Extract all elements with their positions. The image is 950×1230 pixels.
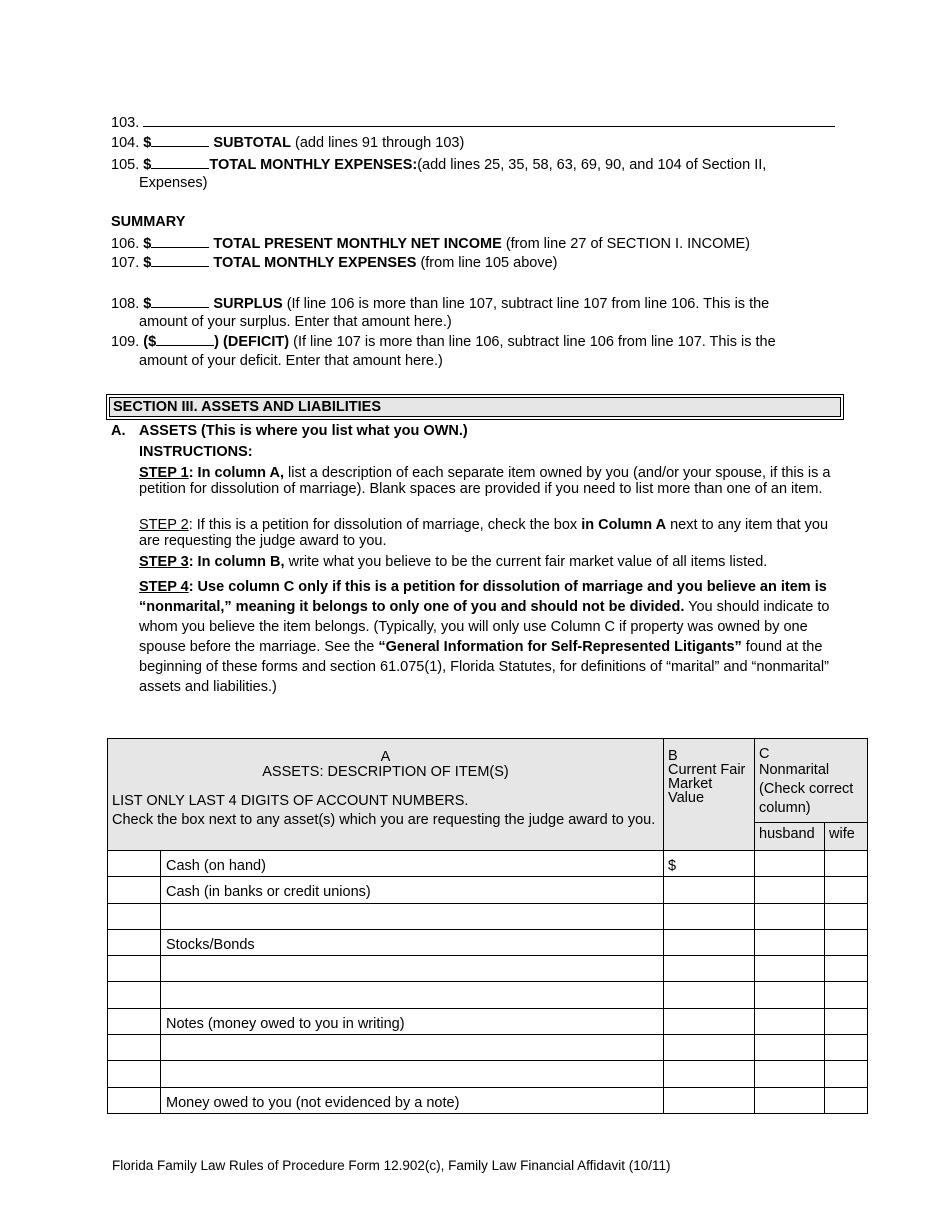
section-3-header (106, 394, 844, 420)
dollar-sign: $ (143, 157, 152, 173)
wife-check-cell[interactable] (825, 929, 868, 955)
line-number: 103. (111, 115, 140, 131)
column-a-note-2: Check the box next to any asset(s) which you are requesting the judge award to you. (112, 812, 656, 828)
assets-title: ASSETS (This is where you list what you OWN.) (139, 423, 468, 439)
step-4 (139, 577, 839, 697)
request-checkbox-cell[interactable] (108, 1061, 161, 1087)
asset-description[interactable]: Notes (money owed to you in writing) (161, 1008, 664, 1034)
market-value-cell[interactable] (664, 956, 755, 982)
market-value-cell[interactable]: $ (664, 851, 755, 877)
column-b-header (664, 739, 755, 851)
request-checkbox-cell[interactable] (108, 929, 161, 955)
step-2 (139, 517, 839, 549)
line-105-label: TOTAL MONTHLY EXPENSES: (209, 157, 418, 173)
asset-description[interactable]: Money owed to you (not evidenced by a note) (161, 1087, 664, 1113)
market-value-cell[interactable] (664, 877, 755, 903)
asset-description[interactable] (161, 982, 664, 1008)
column-c-title: Nonmarital (Check correct column) (759, 762, 854, 816)
request-checkbox-cell[interactable] (108, 1087, 161, 1113)
section-3-title: SECTION III. ASSETS AND LIABILITIES (109, 397, 841, 417)
husband-check-cell[interactable] (755, 1035, 825, 1061)
column-b-title: Current Fair Market Value (668, 762, 746, 806)
table-row (108, 1061, 868, 1087)
request-checkbox-cell[interactable] (108, 956, 161, 982)
husband-check-cell[interactable] (755, 1008, 825, 1034)
wife-check-cell[interactable] (825, 956, 868, 982)
assets-table (107, 738, 868, 1114)
market-value-cell[interactable] (664, 982, 755, 1008)
line-109-amount[interactable] (156, 332, 214, 346)
line-106-label: TOTAL PRESENT MONTHLY NET INCOME (213, 236, 502, 252)
paren-dollar: ($ (143, 334, 157, 350)
line-106 (111, 234, 750, 254)
column-c-header (755, 739, 868, 823)
wife-check-cell[interactable] (825, 877, 868, 903)
wife-check-cell[interactable] (825, 903, 868, 929)
step-4-bold: : Use column C only if this is a petition for dissolution of marriage and you believe an item is “nonmarital,” meaning it belongs to only one of you and should not be divided. (139, 579, 827, 615)
dollar-sign: $ (143, 255, 152, 271)
line-107-note: (from line 105 above) (420, 255, 558, 271)
table-row (108, 1035, 868, 1061)
husband-check-cell[interactable] (755, 1087, 825, 1113)
line-107 (111, 253, 557, 273)
line-105 (111, 155, 766, 175)
market-value-cell[interactable] (664, 1008, 755, 1034)
step-2-bold: in Column A (581, 517, 667, 533)
step-2-label: STEP 2 (139, 517, 189, 533)
step-2-text-cont: next to any item that you are requesting the judge award to you. (139, 517, 829, 549)
step-3-text: write what you believe to be the current fair market value of all items listed. (284, 554, 768, 570)
step-4-text: You should indicate to whom you believe the item belongs. (Typically, you will only use Column C if property was owned by one spouse before the marriage. See the (139, 599, 830, 655)
line-103-blank[interactable] (143, 113, 835, 127)
husband-column: husband (755, 823, 825, 851)
line-number: 104. (111, 135, 140, 151)
asset-description[interactable]: Stocks/Bonds (161, 929, 664, 955)
column-a-title: ASSETS: DESCRIPTION OF ITEM(S) (262, 764, 509, 780)
table-row (108, 851, 868, 877)
line-107-amount[interactable] (151, 253, 209, 267)
table-row (108, 1087, 868, 1113)
wife-check-cell[interactable] (825, 851, 868, 877)
line-108-note-cont: amount of your surplus. Enter that amount here.) (139, 314, 452, 330)
market-value-cell[interactable] (664, 1087, 755, 1113)
market-value-cell[interactable] (664, 903, 755, 929)
request-checkbox-cell[interactable] (108, 851, 161, 877)
line-106-note: (from line 27 of SECTION I. INCOME) (505, 236, 750, 252)
husband-check-cell[interactable] (755, 903, 825, 929)
husband-check-cell[interactable] (755, 877, 825, 903)
step-3 (139, 553, 839, 571)
husband-check-cell[interactable] (755, 929, 825, 955)
column-a-note-1: LIST ONLY LAST 4 DIGITS OF ACCOUNT NUMBERS. (112, 793, 469, 809)
column-a-header (108, 739, 664, 851)
line-109-note-cont: amount of your deficit. Enter that amount here.) (139, 353, 443, 369)
step-2-text: : If this is a petition for dissolution of marriage, check the box (188, 517, 582, 533)
line-107-label: TOTAL MONTHLY EXPENSES (213, 255, 417, 271)
line-105-note-cont: Expenses) (139, 175, 208, 191)
line-108-amount[interactable] (151, 294, 209, 308)
line-number: 107. (111, 255, 140, 271)
line-108 (111, 294, 769, 314)
asset-description[interactable] (161, 903, 664, 929)
line-105-amount[interactable] (151, 155, 209, 169)
table-row (108, 1008, 868, 1034)
wife-check-cell[interactable] (825, 1087, 868, 1113)
request-checkbox-cell[interactable] (108, 1008, 161, 1034)
form-footer: Florida Family Law Rules of Procedure Form 12.902(c), Family Law Financial Affidavit (10/11) (112, 1158, 671, 1173)
request-checkbox-cell[interactable] (108, 982, 161, 1008)
step-4-bold-ref: “General Information for Self-Represented Litigants” (378, 639, 742, 655)
summary-heading: SUMMARY (111, 214, 186, 230)
dollar-sign: $ (143, 296, 152, 312)
step-1 (139, 465, 839, 497)
line-109-note: (If line 107 is more than line 106, subtract line 106 from line 107. This is the (293, 334, 776, 350)
market-value-cell[interactable] (664, 929, 755, 955)
line-104-note: (add lines 91 through 103) (295, 135, 465, 151)
wife-column: wife (825, 823, 868, 851)
table-row (108, 903, 868, 929)
line-number: 108. (111, 296, 140, 312)
asset-description[interactable]: Cash (in banks or credit unions) (161, 877, 664, 903)
line-106-amount[interactable] (151, 234, 209, 248)
wife-check-cell[interactable] (825, 1008, 868, 1034)
assets-letter: A. (111, 423, 126, 439)
step-3-bold: : In column B, (188, 554, 285, 570)
table-row (108, 956, 868, 982)
asset-description[interactable] (161, 956, 664, 982)
column-c-letter: C (759, 746, 770, 762)
column-b-letter: B (668, 748, 678, 764)
step-3-label: STEP 3 (139, 554, 189, 570)
line-108-label: SURPLUS (213, 296, 283, 312)
wife-check-cell[interactable] (825, 982, 868, 1008)
step-1-label: STEP 1 (139, 465, 189, 481)
step-1-text: list a description of each separate item owned by you (and/or your spouse, if this is a petition for dissolution of marriage). Blank spaces are provided if you need to list more than one of an item. (139, 465, 831, 497)
line-105-note: (add lines 25, 35, 58, 63, 69, 90, and 104 of Section II, (417, 157, 767, 173)
step-4-text-cont: found at the beginning of these forms and section 61.075(1), Florida Statutes, for definitions of “marital” and “nonmarital” assets and liabilities.) (139, 639, 829, 695)
table-row (108, 929, 868, 955)
request-checkbox-cell[interactable] (108, 877, 161, 903)
line-number: 105. (111, 157, 140, 173)
line-104-amount[interactable] (151, 133, 209, 147)
line-104-label: SUBTOTAL (213, 135, 291, 151)
request-checkbox-cell[interactable] (108, 903, 161, 929)
line-108-note: (If line 106 is more than line 107, subtract line 107 from line 106. This is the (286, 296, 770, 312)
wife-check-cell[interactable] (825, 1061, 868, 1087)
line-104 (111, 133, 464, 153)
husband-check-cell[interactable] (755, 956, 825, 982)
asset-description[interactable] (161, 1035, 664, 1061)
husband-check-cell[interactable] (755, 1061, 825, 1087)
line-109 (111, 332, 776, 352)
line-number: 109. (111, 334, 140, 350)
market-value-cell[interactable] (664, 1061, 755, 1087)
wife-check-cell[interactable] (825, 1035, 868, 1061)
asset-description[interactable] (161, 1061, 664, 1087)
husband-check-cell[interactable] (755, 851, 825, 877)
husband-check-cell[interactable] (755, 982, 825, 1008)
asset-description[interactable]: Cash (on hand) (161, 851, 664, 877)
request-checkbox-cell[interactable] (108, 1035, 161, 1061)
line-103 (111, 113, 835, 133)
step-1-bold: : In column A, (188, 465, 285, 481)
line-109-label: ) (DEFICIT) (214, 334, 290, 350)
step-4-label: STEP 4 (139, 579, 189, 595)
instructions-heading: INSTRUCTIONS: (139, 444, 253, 460)
dollar-sign: $ (143, 135, 152, 151)
table-row (108, 877, 868, 903)
column-a-letter: A (380, 749, 391, 765)
table-row (108, 982, 868, 1008)
line-number: 106. (111, 236, 140, 252)
dollar-sign: $ (143, 236, 152, 252)
market-value-cell[interactable] (664, 1035, 755, 1061)
